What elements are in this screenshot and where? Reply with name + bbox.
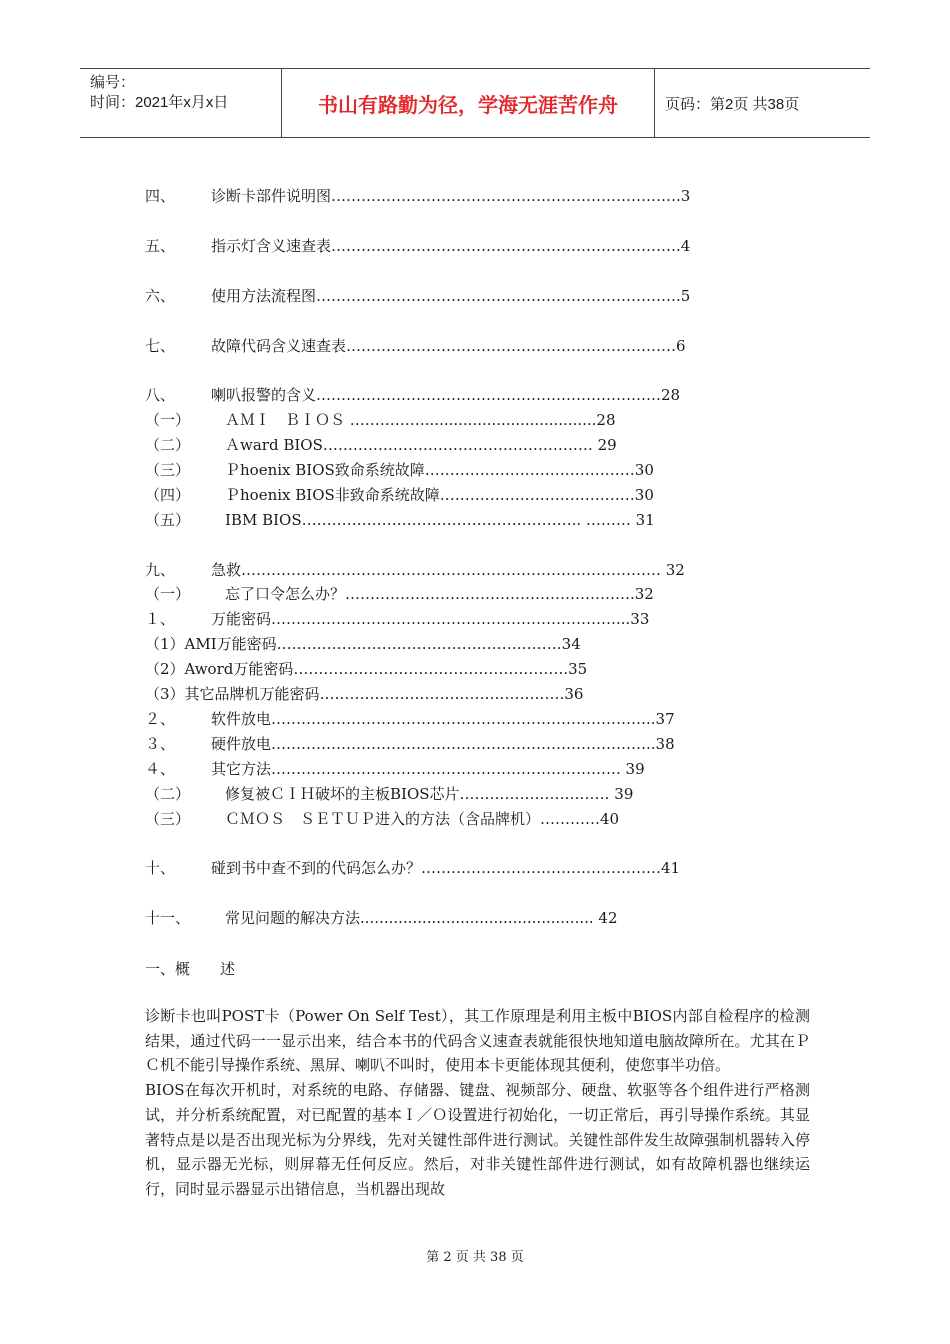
header-meta — [80, 69, 282, 137]
toc-number: （一） — [145, 411, 191, 429]
toc-entry[interactable] — [145, 758, 645, 780]
toc-entry[interactable] — [145, 335, 686, 357]
toc-number: 六、 — [145, 287, 176, 305]
toc-entry[interactable] — [145, 459, 654, 481]
toc-text: IBM BIOS……………………………………………….. ……… 31 — [225, 511, 655, 529]
toc-text: （1）AMI万能密码…………………………………………………34 — [145, 635, 581, 653]
toc-number: ２、 — [145, 710, 176, 728]
toc-entry[interactable] — [145, 509, 655, 531]
toc-text: 其它方法……………………………………………………………. 39 — [211, 760, 645, 778]
toc-text: 使用方法流程图……………………………………………………………….5 — [211, 287, 691, 305]
toc-entry[interactable] — [145, 285, 690, 307]
toc-number: （二） — [145, 785, 191, 803]
toc-number: １、 — [145, 610, 176, 628]
toc-entry[interactable] — [145, 583, 654, 605]
toc-entry[interactable] — [145, 808, 619, 830]
toc-text: 软件放电…………………………………………………………………..37 — [211, 710, 675, 728]
toc-number: 十、 — [145, 859, 176, 877]
toc-text: （2）Aword万能密码……………………………………………….35 — [145, 660, 588, 678]
toc-text: ＣＭＯＳ ＳＥＴＵＰ进入的方法（含品牌机）…………40 — [225, 810, 620, 828]
toc-text: 喇叭报警的含义……………………………………………………………28 — [211, 386, 681, 404]
toc-entry[interactable] — [145, 857, 680, 879]
toc-text: 常见问题的解决方法................................................. 42 — [225, 909, 618, 927]
section-title: 一、概 述 — [145, 960, 236, 978]
page-header — [80, 68, 870, 138]
toc-entry[interactable] — [145, 434, 617, 456]
toc-number: ４、 — [145, 760, 176, 778]
page-footer: 第 2 页 共 38 页 — [426, 1250, 524, 1265]
header-motto: 书山有路勤为径，学海无涯苦作舟 — [282, 69, 655, 137]
toc-entry[interactable] — [145, 384, 680, 406]
toc-text: 忘了口令怎么办？………………………………………………….32 — [225, 585, 654, 603]
toc-entry[interactable] — [145, 658, 587, 680]
toc-entry[interactable] — [145, 633, 581, 655]
toc-text: 硬件放电…………………………………………………………………..38 — [211, 735, 675, 753]
toc-text: 修复被ＣＩＨ破坏的主板BIOS芯片………………………… 39 — [225, 785, 634, 803]
toc-number: （四） — [145, 486, 191, 504]
toc-entry[interactable] — [145, 708, 675, 730]
section-body — [145, 1004, 810, 1202]
toc-number: 九、 — [145, 561, 176, 579]
toc-entry[interactable] — [145, 559, 685, 581]
toc-number: 五、 — [145, 237, 176, 255]
toc-number: ３、 — [145, 735, 176, 753]
toc-number: （三） — [145, 461, 191, 479]
toc-number: 四、 — [145, 187, 176, 205]
toc-text: Ａward BIOS……………………………………………… 29 — [225, 436, 617, 454]
toc-entry[interactable] — [145, 608, 649, 630]
document-number-label: 编号： — [90, 74, 136, 91]
toc-text: 碰到书中查不到的代码怎么办？…………………………………………41 — [211, 859, 681, 877]
toc-text: 故障代码含义速查表…………………………………………………………6 — [211, 337, 686, 355]
toc-entry[interactable] — [145, 484, 654, 506]
toc-entry[interactable] — [145, 783, 633, 805]
toc-text: 万能密码……………………………………………………………...33 — [211, 610, 650, 628]
toc-number: 八、 — [145, 386, 176, 404]
toc-text: 急救………………………………………………………………………… 32 — [211, 561, 685, 579]
toc-entry[interactable] — [145, 235, 690, 257]
document-date: 时间：2021年x月x日 — [90, 94, 229, 111]
toc-number: （一） — [145, 585, 191, 603]
toc-number: 七、 — [145, 337, 176, 355]
toc-text: 指示灯含义速查表…………………………………………………………….4 — [211, 237, 691, 255]
toc-text: （3）其它品牌机万能密码………………………………………….36 — [145, 685, 584, 703]
paragraph: 诊断卡也叫POST卡（Power On Self Test），其工作原理是利用主板中BIOS内部自检程序的检测结果，通过代码一一显示出来，结合本书的代码含义速查表就能很快地知道电脑故障所在。尤其在ＰＣ机不能引导操作系统、黑屏、喇叭不叫时，使用本卡更能体现其便利，使您事半功倍。 — [145, 1007, 810, 1075]
toc-text: Ｐhoenix BIOS致命系统故障……………………………………30 — [225, 461, 654, 479]
toc-entry[interactable] — [145, 409, 616, 431]
toc-number: （三） — [145, 810, 191, 828]
toc-text: ＡＭＩ ＢＩＯＳ ……………....................................28 — [225, 411, 616, 429]
toc-text: 诊断卡部件说明图…………………………………………………………….3 — [211, 187, 691, 205]
toc-entry[interactable] — [145, 733, 675, 755]
toc-entry[interactable] — [145, 683, 583, 705]
toc-number: （二） — [145, 436, 191, 454]
toc-number: 十一、 — [145, 909, 191, 927]
toc-number: （五） — [145, 511, 191, 529]
toc-entry[interactable] — [145, 185, 690, 207]
toc-entry[interactable] — [145, 907, 618, 929]
toc-text: Ｐhoenix BIOS非致命系统故障…………………………………30 — [225, 486, 654, 504]
header-page-info: 页码：第2页 共38页 — [665, 95, 800, 113]
paragraph: BIOS在每次开机时，对系统的电路、存储器、键盘、视频部分、硬盘、软驱等各个组件进行严格测试，并分析系统配置，对已配置的基本Ｉ／Ｏ设置进行初始化，一切正常后，再引导操作系统。其显著特点是以是否出现光标为分界线，先对关键性部件进行测试。关键性部件发生故障强制机器转入停机，显示器无光标，则屏幕无任何反应。然后，对非关键性部件进行测试，如有故障机器也继续运行，同时显示器显示出错信息，当机器出现故 — [145, 1081, 810, 1198]
